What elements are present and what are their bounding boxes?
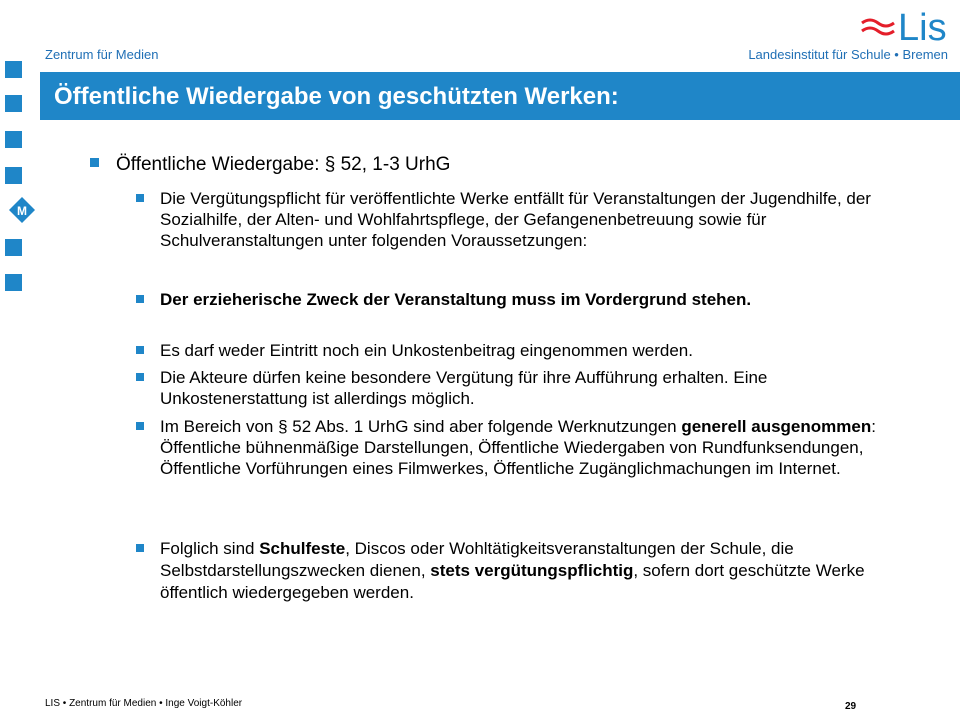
logo-text: Lis (898, 7, 947, 46)
m-diamond-icon (9, 197, 35, 223)
bullet-square-icon (136, 194, 144, 202)
bullet-square-icon (136, 373, 144, 381)
sub-bullet-text (160, 538, 890, 604)
text-span: Im Bereich von § 52 Abs. 1 UrhG sind aber folgende Werknutzungen (160, 417, 682, 436)
bullet-square-icon (136, 295, 144, 303)
side-square (5, 167, 22, 184)
bullet-square-icon (90, 158, 99, 167)
side-square (5, 239, 22, 256)
sub-bullet-text (160, 416, 890, 479)
text-span: , sofern dort geschützte Werke öffentlich wiedergegeben werden. (160, 561, 865, 602)
sub-bullet-text: Die Akteure dürfen keine besondere Vergütung für ihre Aufführung erhalten. Eine Unkostenerstattung ist allerdings möglich. (160, 368, 768, 408)
bold-text-span: stets vergütungspflichtig (430, 561, 634, 580)
page-title: Öffentliche Wiedergabe von geschützten Werken: (54, 83, 619, 110)
title-bar (40, 72, 960, 120)
lis-logo (860, 6, 955, 46)
text-span: , Discos oder Wohltätigkeitsveranstaltungen der Schule, die Selbstdarstellungszwecken dienen, (160, 539, 794, 580)
sub-bullet-text: Es darf weder Eintritt noch ein Unkostenbeitrag eingenommen werden. (160, 341, 693, 360)
page-number: 29 (845, 701, 857, 712)
side-square (5, 61, 22, 78)
main-bullet-text: Öffentliche Wiedergabe: § 52, 1-3 UrhG (116, 154, 451, 175)
side-square (5, 131, 22, 148)
diamond-label: M (17, 204, 27, 218)
footer-credit: LIS • Zentrum für Medien • Inge Voigt-Köhler (45, 698, 243, 709)
bullet-square-icon (136, 422, 144, 430)
text-span: : Öffentliche bühnenmäßige Darstellungen, Öffentliche Wiedergaben von Rundfunksendungen, Öffentliche Vorführungen eines Filmwerkes, Öffentliche Zugänglichmachungen im Internet. (160, 417, 876, 478)
sub-bullet-text: Die Vergütungspflicht für veröffentlichte Werke entfällt für Veranstaltungen der Jugendhilfe, der Sozialhilfe, der Alten- und Wohlfahrtspflege, der Gefangenenbetreuung sowie für Schulveranstaltungen unter folgenden Voraussetzungen: (160, 189, 871, 250)
side-square (5, 274, 22, 291)
bullet-square-icon (136, 544, 144, 552)
bold-text-span: generell ausgenommen (681, 417, 872, 436)
sub-bullet-text: Der erzieherische Zweck der Veranstaltung muss im Vordergrund stehen. (160, 290, 752, 309)
text-span: Folglich sind (160, 539, 260, 558)
bold-text-span: Schulfeste (259, 539, 346, 558)
side-square (5, 95, 22, 112)
header-right-label: Landesinstitut für Schule • Bremen (748, 47, 948, 62)
bullet-square-icon (136, 346, 144, 354)
header-left-label: Zentrum für Medien (45, 47, 159, 62)
